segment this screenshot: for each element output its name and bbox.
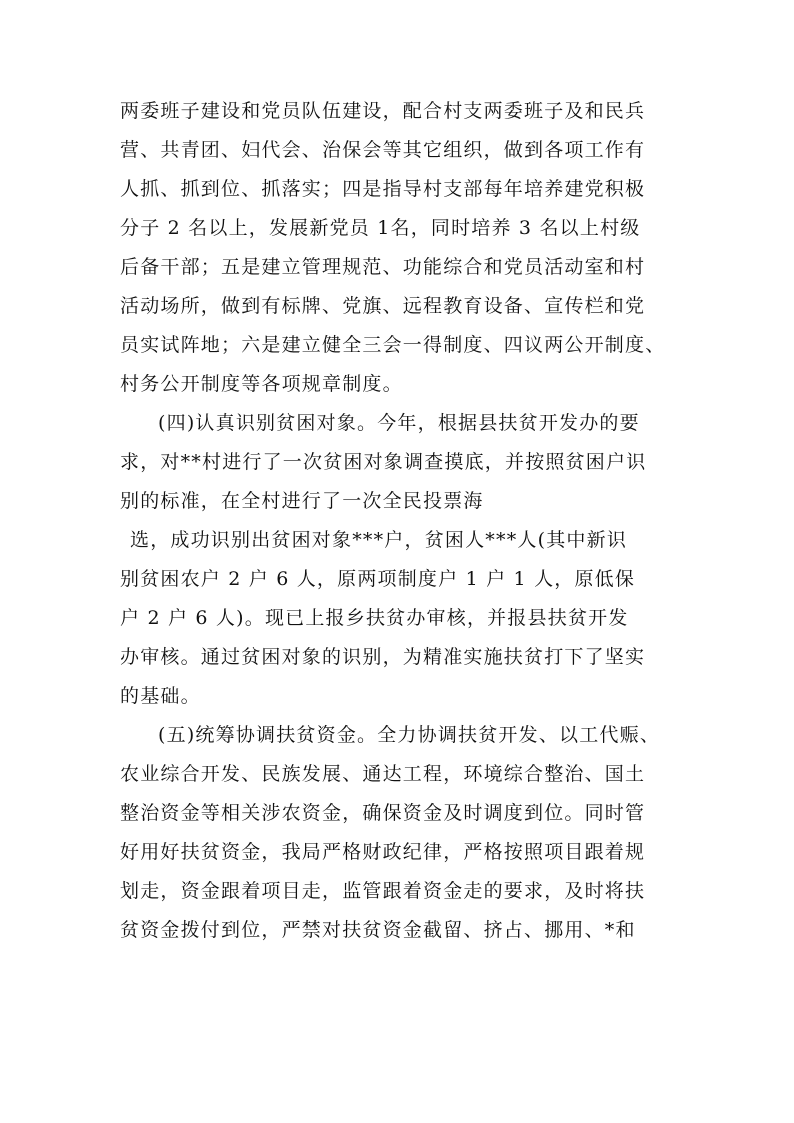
text-line: 人抓、抓到位、抓落实；四是指导村支部每年培养建党积极	[120, 178, 646, 200]
text-line: 村务公开制度等各项规章制度。	[120, 373, 403, 395]
text-line: 农业综合开发、民族发展、通达工程，环境综合整治、国土	[120, 763, 646, 785]
paragraph-5-first-line: (五)统筹协调扶贫资金。全力协调扶贫开发、以工代赈、	[158, 724, 661, 746]
text-line: 贫资金拨付到位，严禁对扶贫资金截留、挤占、挪用、*和	[120, 919, 636, 941]
text-line: 别的标准，在全村进行了一次全民投票海	[120, 490, 484, 512]
text-line: 后备干部；五是建立管理规范、功能综合和党员活动室和村	[120, 256, 646, 278]
text-line: 两委班子建设和党员队伍建设，配合村支两委班子及和民兵	[120, 100, 646, 122]
text-line: 好用好扶贫资金，我局严格财政纪律，严格按照项目跟着规	[120, 841, 646, 863]
document-body	[120, 92, 695, 950]
paragraph-4-first-line: (四)认真识别贫困对象。今年，根据县扶贫开发办的要	[158, 412, 640, 434]
text-line: 求，对**村进行了一次贫困对象调查摸底，并按照贫困户识	[120, 451, 647, 473]
text-line: 户 2 户 6 人)。现已上报乡扶贫办审核，并报县扶贫开发	[120, 607, 629, 629]
text-line: 营、共青团、妇代会、治保会等其它组织，做到各项工作有	[120, 139, 646, 161]
text-line-indented: 选，成功识别出贫困对象***户，贫困人***人(其中新识	[130, 529, 628, 551]
text-line: 分子 2 名以上，发展新党员 1名，同时培养 3 名以上村级	[120, 217, 641, 239]
text-line: 活动场所，做到有标牌、党旗、远程教育设备、宣传栏和党	[120, 295, 646, 317]
text-line: 员实试阵地；六是建立健全三会一得制度、四议两公开制度、	[120, 334, 666, 356]
text-line: 的基础。	[120, 685, 201, 707]
text-line: 别贫困农户 2 户 6 人，原两项制度户 1 户 1 人，原低保	[120, 568, 636, 590]
text-line: 办审核。通过贫困对象的识别，为精准实施扶贫打下了坚实	[120, 646, 646, 668]
text-line: 整治资金等相关涉农资金，确保资金及时调度到位。同时管	[120, 802, 646, 824]
text-line: 划走，资金跟着项目走，监管跟着资金走的要求，及时将扶	[120, 880, 646, 902]
